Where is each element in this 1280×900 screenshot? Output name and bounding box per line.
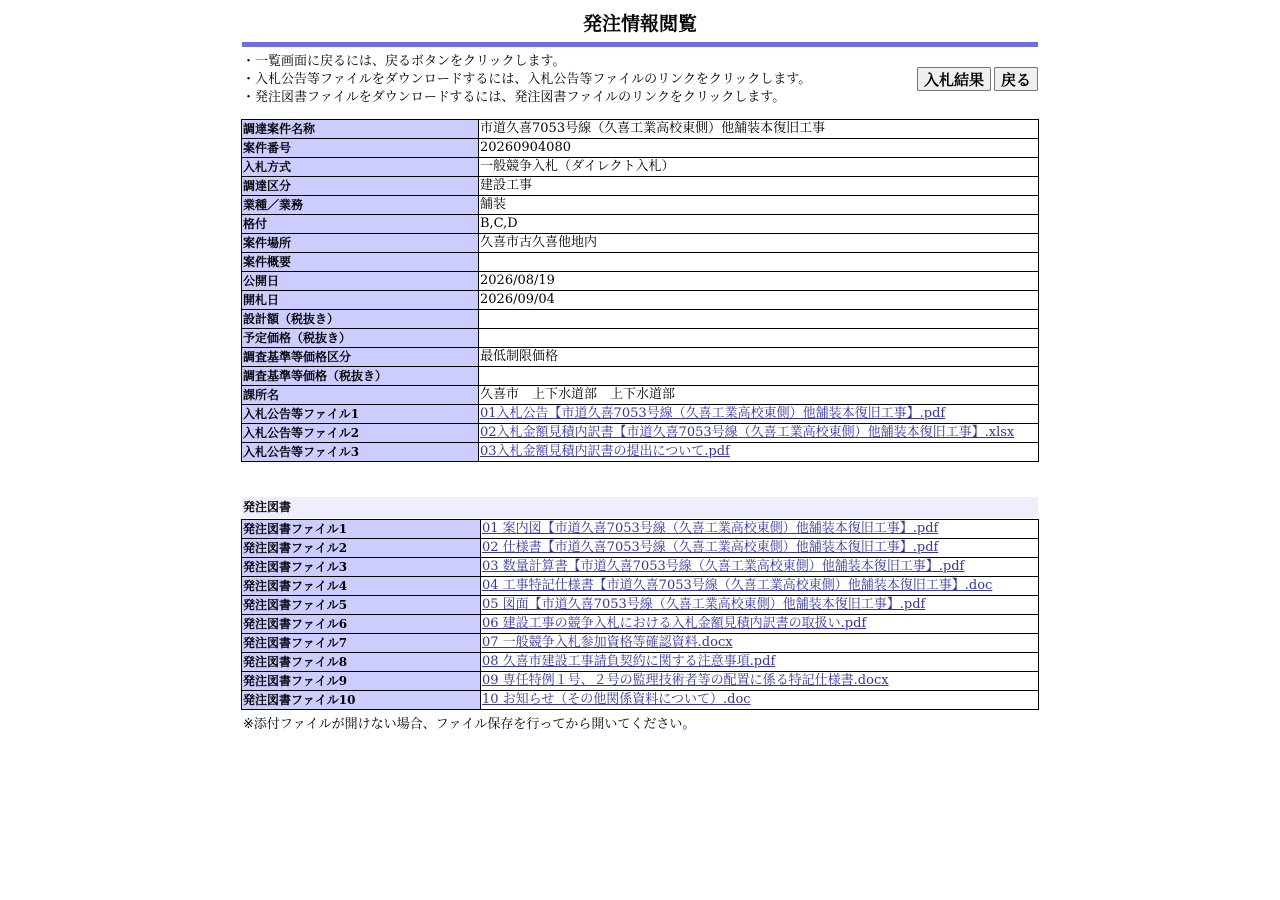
row-value-cell xyxy=(481,653,1039,672)
row-value: B,C,D xyxy=(479,215,1039,234)
row-value-cell xyxy=(481,558,1039,577)
table-row xyxy=(242,558,1039,577)
row-label: 入札公告等ファイル1 xyxy=(242,405,479,424)
row-value: 一般競争入札（ダイレクト入札） xyxy=(479,158,1039,177)
row-label: 公開日 xyxy=(242,272,479,291)
row-value xyxy=(479,367,1039,386)
table-row xyxy=(242,367,1039,386)
bid-notice-file-link-1[interactable]: 01入札公告【市道久喜7053号線（久喜工業高校東側）他舗装本復旧工事】.pdf xyxy=(480,406,946,421)
table-row xyxy=(242,234,1039,253)
row-label: 予定価格（税抜き） xyxy=(242,329,479,348)
row-value: 舗装 xyxy=(479,196,1039,215)
table-row xyxy=(242,196,1039,215)
table-row xyxy=(242,291,1039,310)
row-label: 調査基準等価格（税抜き） xyxy=(242,367,479,386)
drawing-file-link-7[interactable]: 07 一般競争入札参加資格等確認資料.docx xyxy=(482,635,733,650)
drawing-file-link-10[interactable]: 10 お知らせ（その他関係資料について）.doc xyxy=(482,692,751,707)
row-value-cell xyxy=(481,615,1039,634)
row-label: 調査基準等価格区分 xyxy=(242,348,479,367)
row-value-cell xyxy=(481,634,1039,653)
row-value: 2026/08/19 xyxy=(479,272,1039,291)
instruction-item: ・発注図書ファイルをダウンロードするには、発注図書ファイルのリンクをクリックします。 xyxy=(242,90,786,105)
row-value xyxy=(479,329,1039,348)
back-button[interactable]: 戻る xyxy=(994,67,1038,91)
drawing-file-link-9[interactable]: 09 専任特例１号、２号の監理技術者等の配置に係る特記仕様書.docx xyxy=(482,673,889,688)
table-row xyxy=(242,424,1039,443)
row-label: 発注図書ファイル4 xyxy=(242,577,481,596)
row-label: 調達案件名称 xyxy=(242,120,479,139)
page-container xyxy=(242,0,1038,732)
row-label: 発注図書ファイル1 xyxy=(242,520,481,539)
row-value: 市道久喜7053号線（久喜工業高校東側）他舗装本復旧工事 xyxy=(479,120,1039,139)
table-row xyxy=(242,653,1039,672)
table-row xyxy=(242,539,1039,558)
table-row xyxy=(242,615,1039,634)
instruction-item: ・一覧画面に戻るには、戻るボタンをクリックします。 xyxy=(242,54,566,69)
row-label: 課所名 xyxy=(242,386,479,405)
row-value-cell xyxy=(481,539,1039,558)
order-drawings-table xyxy=(241,519,1039,710)
row-label: 発注図書ファイル5 xyxy=(242,596,481,615)
drawing-file-link-5[interactable]: 05 図面【市道久喜7053号線（久喜工業高校東側）他舗装本復旧工事】.pdf xyxy=(482,597,926,612)
table-row xyxy=(242,577,1039,596)
drawing-file-link-6[interactable]: 06 建設工事の競争入札における入札金額見積内訳書の取扱い.pdf xyxy=(482,616,867,631)
table-row xyxy=(242,386,1039,405)
row-value-cell xyxy=(479,405,1039,424)
row-value: 久喜市 上下水道部 上下水道部 xyxy=(479,386,1039,405)
row-label: 設計額（税抜き） xyxy=(242,310,479,329)
row-label: 発注図書ファイル10 xyxy=(242,691,481,710)
row-label: 格付 xyxy=(242,215,479,234)
attachment-note: ※添付ファイルが開けない場合、ファイル保存を行ってから開いてください。 xyxy=(243,717,696,732)
instruction-item: ・入札公告等ファイルをダウンロードするには、入札公告等ファイルのリンクをクリックします。 xyxy=(242,72,812,87)
table-row xyxy=(242,177,1039,196)
row-label: 発注図書ファイル9 xyxy=(242,672,481,691)
bid-notice-file-link-3[interactable]: 03入札金額見積内訳書の提出について.pdf xyxy=(480,444,730,459)
table-row xyxy=(242,310,1039,329)
row-value: 2026/09/04 xyxy=(479,291,1039,310)
table-row xyxy=(242,272,1039,291)
row-label: 調達区分 xyxy=(242,177,479,196)
row-label: 発注図書ファイル6 xyxy=(242,615,481,634)
table-row xyxy=(242,691,1039,710)
row-label: 入札公告等ファイル3 xyxy=(242,443,479,462)
table-row xyxy=(242,215,1039,234)
row-value: 最低制限価格 xyxy=(479,348,1039,367)
table-row xyxy=(242,120,1039,139)
table-row xyxy=(242,596,1039,615)
drawing-file-link-3[interactable]: 03 数量計算書【市道久喜7053号線（久喜工業高校東側）他舗装本復旧工事】.pdf xyxy=(482,559,965,574)
row-label: 開札日 xyxy=(242,291,479,310)
order-info-table xyxy=(241,119,1039,462)
table-row xyxy=(242,348,1039,367)
row-value: 久喜市古久喜他地内 xyxy=(479,234,1039,253)
row-value-cell xyxy=(479,424,1039,443)
table-row xyxy=(242,520,1039,539)
drawing-file-link-4[interactable]: 04 工事特記仕様書【市道久喜7053号線（久喜工業高校東側）他舗装本復旧工事】.doc xyxy=(482,578,993,593)
table-row xyxy=(242,139,1039,158)
row-value-cell xyxy=(481,672,1039,691)
bid-result-button[interactable]: 入札結果 xyxy=(917,67,991,91)
row-label: 発注図書ファイル7 xyxy=(242,634,481,653)
row-label: 案件番号 xyxy=(242,139,479,158)
row-value-cell xyxy=(481,691,1039,710)
row-value-cell xyxy=(481,596,1039,615)
table-row xyxy=(242,329,1039,348)
row-label: 発注図書ファイル3 xyxy=(242,558,481,577)
bid-notice-file-link-2[interactable]: 02入札金額見積内訳書【市道久喜7053号線（久喜工業高校東側）他舗装本復旧工事】.xlsx xyxy=(480,425,1015,440)
table-row xyxy=(242,405,1039,424)
page-title: 発注情報閲覧 xyxy=(582,13,697,35)
drawings-section-title: 発注図書 xyxy=(242,497,1038,518)
row-value xyxy=(479,253,1039,272)
row-label: 入札公告等ファイル2 xyxy=(242,424,479,443)
drawing-file-link-2[interactable]: 02 仕様書【市道久喜7053号線（久喜工業高校東側）他舗装本復旧工事】.pdf xyxy=(482,540,939,555)
row-label: 発注図書ファイル8 xyxy=(242,653,481,672)
row-label: 発注図書ファイル2 xyxy=(242,539,481,558)
row-label: 業種／業務 xyxy=(242,196,479,215)
table-row xyxy=(242,634,1039,653)
row-value: 20260904080 xyxy=(479,139,1039,158)
action-buttons xyxy=(917,67,1038,91)
instructions-area xyxy=(242,47,1038,119)
row-value-cell xyxy=(479,443,1039,462)
table-row xyxy=(242,158,1039,177)
row-label: 入札方式 xyxy=(242,158,479,177)
row-value-cell xyxy=(481,520,1039,539)
row-value xyxy=(479,310,1039,329)
row-label: 案件場所 xyxy=(242,234,479,253)
row-value: 建設工事 xyxy=(479,177,1039,196)
row-label: 案件概要 xyxy=(242,253,479,272)
row-value-cell xyxy=(481,577,1039,596)
drawing-file-link-1[interactable]: 01 案内図【市道久喜7053号線（久喜工業高校東側）他舗装本復旧工事】.pdf xyxy=(482,521,939,536)
table-row xyxy=(242,672,1039,691)
table-row xyxy=(242,253,1039,272)
drawing-file-link-8[interactable]: 08 久喜市建設工事請負契約に関する注意事項.pdf xyxy=(482,654,776,669)
table-row xyxy=(242,443,1039,462)
